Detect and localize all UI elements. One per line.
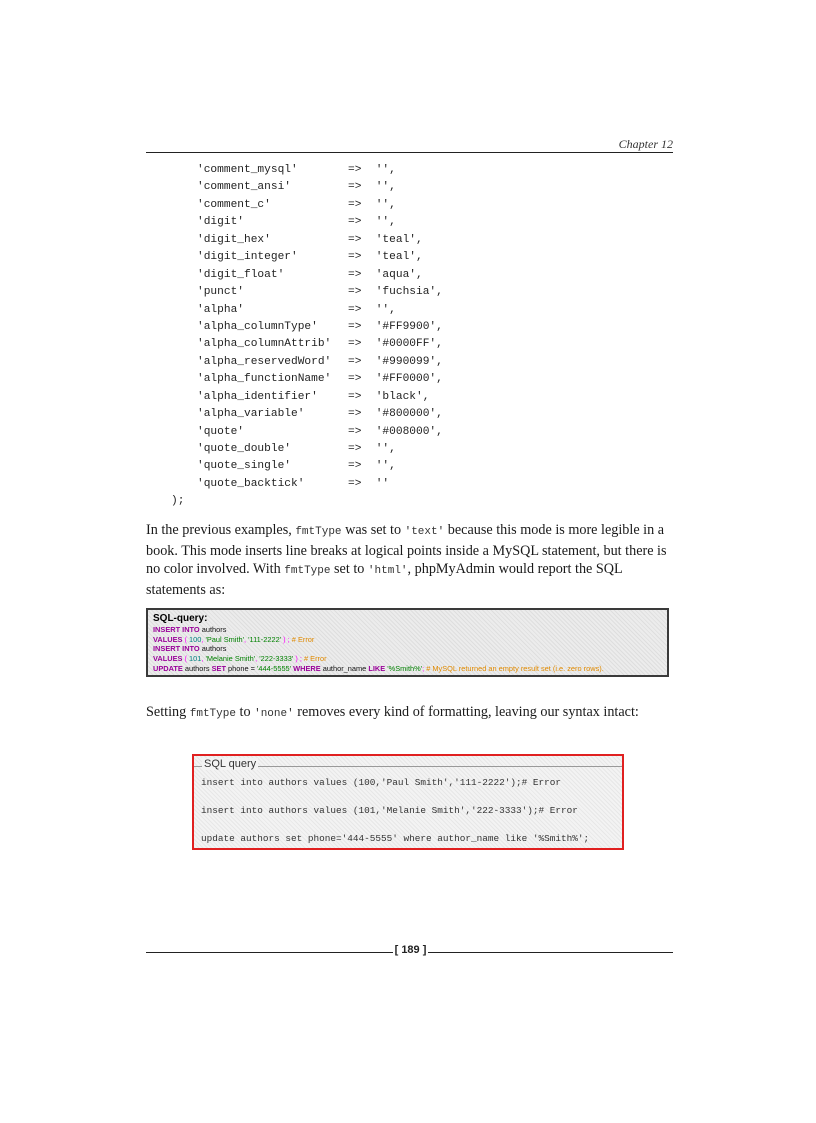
sql-string: '%Smith%' — [387, 663, 423, 673]
code-value: 'teal', — [375, 251, 423, 264]
sql-text: authors — [199, 644, 227, 654]
code-value: '', — [375, 216, 396, 229]
code-arrow: => — [348, 181, 362, 194]
code-key: 'comment_mysql' — [197, 164, 298, 176]
code-key: 'digit' — [197, 216, 244, 229]
sql-plain-line: update authors set phone='444-5555' where author_name like '%Smith%'; — [201, 833, 590, 844]
none-formatted-screenshot — [192, 754, 624, 850]
sql-punct: ; — [422, 663, 427, 673]
sql-plain-line: insert into authors values (100,'Paul Smith','111-2222');# Error — [201, 777, 562, 788]
inline-code: 'html' — [367, 565, 408, 578]
code-value: '#990099', — [375, 355, 443, 368]
sql-keyword: VALUES — [153, 654, 183, 664]
code-value: 'black', — [375, 390, 430, 403]
code-arrow: => — [348, 268, 362, 281]
html-formatted-screenshot — [146, 608, 669, 677]
text-run: to — [235, 704, 255, 720]
sql-keyword: LIKE — [368, 663, 386, 673]
code-value: '', — [375, 460, 396, 473]
sql-punct: ( — [182, 634, 190, 644]
sql-line — [153, 644, 667, 654]
inline-code: fmtType — [284, 565, 331, 578]
text-run: set to — [330, 561, 368, 578]
sql-digit: 101 — [189, 654, 202, 664]
text-run: was set to — [341, 522, 405, 538]
footer-rule-left — [146, 952, 393, 953]
text-run: , phpMyAdmin would report the SQL statements as: — [146, 561, 623, 598]
code-value: '#0000FF', — [375, 338, 443, 351]
code-value: '', — [375, 303, 396, 316]
code-arrow: => — [348, 303, 362, 316]
paragraph-html-mode — [146, 521, 676, 599]
inline-code: 'text' — [404, 526, 445, 538]
code-value: '#800000', — [375, 408, 443, 421]
code-arrow: => — [348, 443, 362, 455]
code-value: 'fuchsia', — [375, 286, 443, 299]
footer-rule-right — [428, 952, 673, 953]
code-line — [146, 389, 443, 406]
code-key: 'comment_c' — [197, 198, 271, 211]
code-line — [146, 302, 443, 319]
sql-text: author_name — [320, 663, 369, 673]
sql-plain-line: insert into authors values (101,'Melanie Smith','222-3333');# Error — [201, 805, 578, 816]
code-key: 'digit_integer' — [197, 251, 298, 264]
code-line — [146, 319, 443, 336]
sql-punct: , — [255, 654, 260, 664]
code-key: 'alpha_columnType' — [197, 320, 318, 333]
text-run: removes every kind of formatting, leaving our syntax intact: — [293, 704, 639, 720]
text-run: Setting — [146, 704, 190, 720]
inline-code: fmtType — [295, 526, 342, 538]
code-value: '#FF9900', — [375, 320, 443, 333]
sql-text: authors — [182, 663, 212, 673]
code-key: 'comment_ansi' — [197, 181, 291, 194]
sql-digit: 100 — [189, 634, 202, 644]
code-key: 'quote_double' — [197, 443, 291, 455]
code-arrow: => — [348, 373, 362, 386]
code-line — [146, 458, 443, 475]
sql-string: 'Paul Smith' — [205, 634, 245, 644]
code-line — [146, 284, 443, 301]
code-arrow: => — [348, 355, 362, 368]
code-line — [146, 406, 443, 423]
sql-punct: , — [201, 634, 206, 644]
code-arrow: => — [348, 164, 362, 176]
sql-string: '111-2222' — [248, 634, 282, 644]
code-arrow: => — [348, 216, 362, 229]
code-value: 'teal', — [375, 233, 423, 246]
code-key: 'digit_float' — [197, 268, 285, 281]
code-closing: ); — [171, 495, 185, 508]
sql-keyword: INSERT INTO — [153, 625, 200, 634]
code-arrow: => — [348, 408, 362, 421]
code-line — [146, 267, 443, 284]
sql-text: phone = — [225, 663, 258, 673]
sql-query-title: SQL-query: — [153, 613, 208, 624]
chapter-header: Chapter 12 — [618, 137, 673, 151]
code-arrow: => — [348, 460, 362, 473]
text-run: In the previous examples, — [146, 522, 296, 538]
code-value: '#008000', — [375, 425, 443, 438]
code-key: 'alpha_identifier' — [197, 390, 318, 403]
code-line — [146, 424, 443, 441]
sql-string: '444-5555' — [257, 663, 292, 673]
code-arrow: => — [348, 425, 362, 438]
code-line — [146, 371, 443, 388]
code-line — [146, 336, 443, 353]
sql-punct: , — [201, 654, 206, 664]
sql-comment: # Error — [303, 654, 327, 664]
inline-code: fmtType — [189, 708, 236, 720]
sql-string: 'Melanie Smith' — [205, 654, 256, 664]
code-arrow: => — [348, 198, 362, 211]
sql-comment: # Error — [291, 634, 315, 644]
paragraph-none-mode — [146, 703, 676, 724]
sql-query-legend: SQL query — [204, 758, 257, 770]
code-arrow: => — [348, 338, 362, 351]
code-key: 'quote_backtick' — [197, 477, 305, 490]
page-number: [ 189 ] — [394, 944, 427, 956]
code-key: 'punct' — [197, 286, 244, 299]
code-value: 'aqua', — [375, 268, 423, 281]
code-key: 'alpha_functionName' — [197, 373, 332, 386]
code-line — [146, 197, 443, 214]
sql-keyword: VALUES — [153, 634, 183, 644]
code-key: 'quote' — [197, 425, 244, 438]
code-key: 'alpha' — [197, 303, 244, 316]
code-arrow: => — [348, 233, 362, 246]
sql-text: authors — [199, 625, 227, 634]
code-arrow: => — [348, 286, 362, 299]
fieldset-border — [194, 766, 622, 767]
sql-string: '222-3333' — [259, 654, 294, 664]
code-listing — [146, 162, 443, 511]
code-value: '' — [375, 477, 390, 490]
sql-punct: ( — [182, 654, 190, 664]
code-line — [146, 214, 443, 231]
code-line — [146, 249, 443, 266]
code-value: '', — [375, 181, 396, 194]
code-line — [146, 441, 443, 458]
code-key: 'alpha_variable' — [197, 408, 305, 421]
code-key: 'alpha_reservedWord' — [197, 355, 332, 368]
sql-line — [153, 654, 667, 664]
code-line — [146, 476, 443, 493]
code-line — [146, 179, 443, 196]
sql-keyword: INSERT INTO — [153, 644, 200, 654]
code-key: 'digit_hex' — [197, 233, 271, 246]
code-key: 'quote_single' — [197, 460, 291, 473]
inline-code: 'none' — [254, 708, 294, 720]
code-arrow: => — [348, 251, 362, 264]
text-run: because this mode is more legible in a book. This mode inserts line breaks at logical points inside a MySQL statement, but there is no color involved. With — [146, 522, 667, 578]
sql-keyword: SET — [211, 663, 226, 673]
sql-punct: ) ; — [281, 634, 292, 644]
sql-punct: , — [244, 634, 249, 644]
code-line — [146, 232, 443, 249]
sql-punct: ) ; — [293, 654, 304, 664]
sql-comment: # MySQL returned an empty result set (i.e. zero rows). — [426, 663, 604, 673]
code-arrow: => — [348, 477, 362, 490]
header-rule — [146, 152, 673, 153]
code-value: '', — [375, 164, 396, 176]
code-value: '', — [375, 198, 396, 211]
code-line — [146, 354, 443, 371]
code-key: 'alpha_columnAttrib' — [197, 338, 332, 351]
sql-line — [153, 625, 667, 635]
code-arrow: => — [348, 320, 362, 333]
sql-line — [153, 635, 667, 645]
sql-keyword: UPDATE — [153, 663, 183, 673]
sql-line — [153, 664, 667, 674]
sql-keyword: WHERE — [293, 663, 321, 673]
code-arrow: => — [348, 390, 362, 403]
code-value: '', — [375, 443, 396, 455]
code-value: '#FF0000', — [375, 373, 443, 386]
code-line — [146, 162, 443, 179]
